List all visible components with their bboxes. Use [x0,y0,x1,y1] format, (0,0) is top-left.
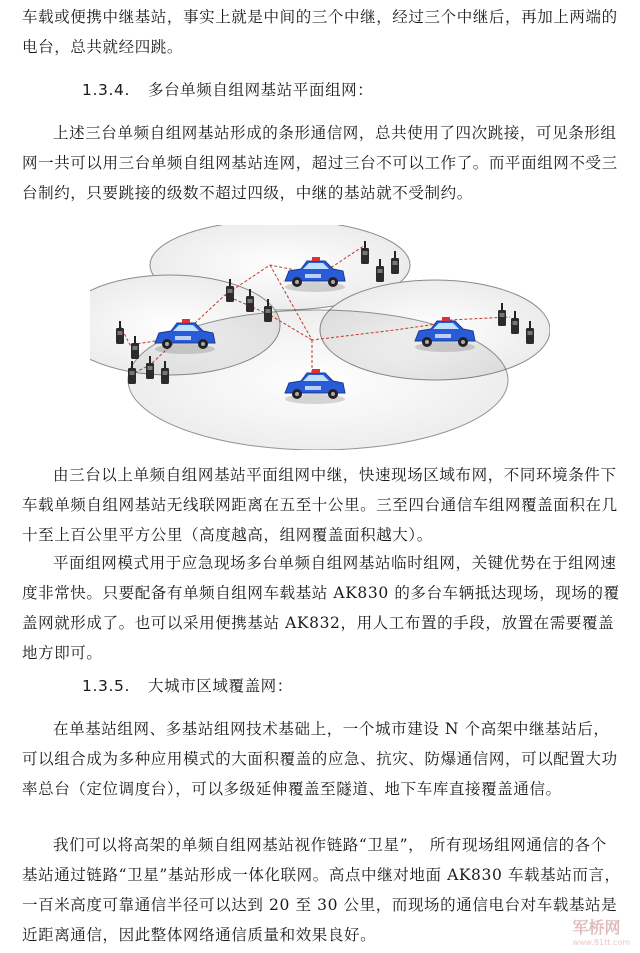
section-title: 大城市区域覆盖网： [147,677,293,695]
section-number: 1.3.4. [82,81,130,99]
section-heading-1-3-4 [82,78,373,100]
watermark-logo [572,915,630,947]
watermark-url: www.81tt.com [572,938,630,947]
section-heading-1-3-5 [82,674,293,696]
intro-paragraph: 车载或便携中继基站，事实上就是中间的三个中继，经过三个中继后，再加上两端的电台，总共就经四跳。 [22,8,618,56]
city-network-paragraph-1: 在单基站组网、多基站组网技术基础上，一个城市建设 N 个高架中继基站后，可以组合成为多种应用模式的大面积覆盖的应急、抗灾、防爆通信网，可以配置大功率总台（定位调度台），可以多级延伸覆盖至隧道、地下车库直接覆盖通信。 [22,720,618,798]
section-title: 多台单频自组网基站平面组网： [147,81,374,99]
city-network-paragraph-2: 我们可以将高架的单频自组网基站视作链路“卫星”， 所有现场组网通信的各个基站通过链路“卫星”基站形成一体化联网。高点中继对地面 AK830 车载基站而言，一百米高度可靠通信半径可以达到 20 至 30 公里，而现场的通信电台对车载基站是近距离通信，因此整体网络通信质量和效果良好。 [22,836,621,944]
planar-network-paragraph-3: 平面组网模式用于应急现场多台单频自组网基站临时组网，关键优势在于组网速度非常快。只要配备有单频自组网车载基站 AK830 的多台车辆抵达现场，现场的覆盖网就形成了。也可以采用便携基站 AK832，用人工布置的手段，放置在需要覆盖地方即可。 [22,554,620,662]
watermark-name: 军桥网 [572,918,621,937]
planar-network-diagram [90,225,550,450]
planar-network-paragraph-2: 由三台以上单频自组网基站平面组网中继，快速现场区域布网，不同环境条件下车载单频自组网基站无线联网距离在五至十公里。三至四台通信车组网覆盖面积在几十至上百公里平方公里（高度越高，组网覆盖面积越大）。 [22,466,618,544]
planar-network-paragraph-1: 上述三台单频自组网基站形成的条形通信网，总共使用了四次跳接，可见条形组网一共可以用三台单频自组网基站连网，超过三台不可以工作了。而平面组网不受三台制约，只要跳接的级数不超过四级，中继的基站就不受制约。 [22,124,618,202]
section-number: 1.3.5. [82,677,130,695]
